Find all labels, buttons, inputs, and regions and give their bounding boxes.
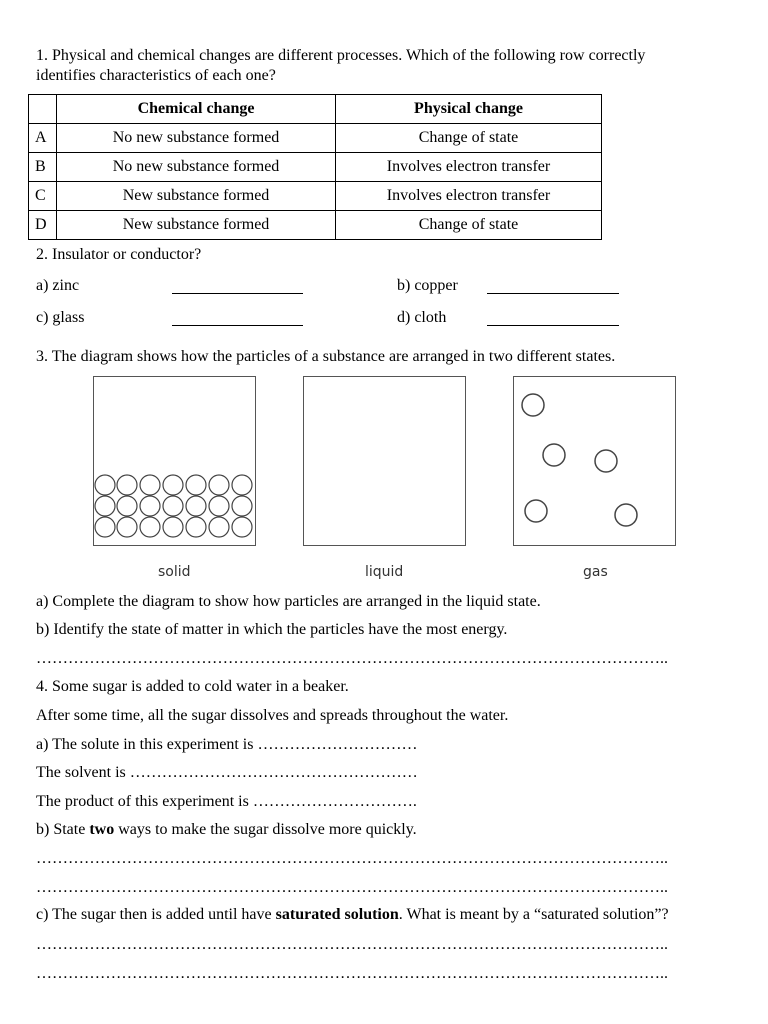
q2-item-glass: c) glass	[36, 309, 85, 326]
q2-answer-blank-cloth[interactable]	[487, 325, 619, 326]
q2-answer-blank-glass[interactable]	[172, 325, 303, 326]
q2-item-cloth: d) cloth	[397, 309, 447, 326]
row-letter: C	[29, 182, 57, 211]
table-row	[29, 211, 602, 240]
q4-intro-2: After some time, all the sugar dissolves and spreads throughout the water.	[36, 707, 509, 724]
q1-table	[28, 94, 602, 240]
row-chemical: No new substance formed	[57, 124, 336, 153]
row-letter: D	[29, 211, 57, 240]
q4-part-b-post: ways to make the sugar dissolve more quickly.	[114, 821, 417, 838]
q4-solvent[interactable]: The solvent is ………………………………………………	[36, 764, 418, 781]
table-row	[29, 182, 602, 211]
q2-item-zinc: a) zinc	[36, 277, 80, 294]
row-chemical: New substance formed	[57, 182, 336, 211]
row-letter: B	[29, 153, 57, 182]
row-physical: Involves electron transfer	[336, 153, 602, 182]
q2-answer-blank-zinc[interactable]	[172, 293, 303, 294]
q4-part-b-bold: two	[89, 821, 115, 838]
q4-b-answer-line-2[interactable]: ………………………………………………………………………………………………………..	[36, 879, 668, 896]
q4-product[interactable]: The product of this experiment is ………………………….	[36, 793, 417, 810]
q4-part-b	[36, 820, 417, 840]
q1-text-line1: 1. Physical and chemical changes are different processes. Which of the following row correctly	[36, 47, 646, 64]
table-header-chemical: Chemical change	[57, 95, 336, 124]
liquid-box[interactable]	[303, 376, 466, 546]
q1-text-line2: identifies characteristics of each one?	[36, 67, 276, 84]
q4-part-c-bold: saturated solution	[275, 906, 399, 923]
q3-part-b: b) Identify the state of matter in which the particles have the most energy.	[36, 621, 508, 638]
row-letter: A	[29, 124, 57, 153]
gas-box	[513, 376, 676, 546]
q3-part-a: a) Complete the diagram to show how particles are arranged in the liquid state.	[36, 593, 541, 610]
q3-answer-line[interactable]: ………………………………………………………………………………………………………..	[36, 650, 668, 667]
row-physical: Involves electron transfer	[336, 182, 602, 211]
table-row	[29, 153, 602, 182]
q4-b-answer-line-1[interactable]: ………………………………………………………………………………………………………..	[36, 850, 668, 867]
caption-gas: gas	[583, 564, 608, 580]
q4-c-answer-line-2[interactable]: ………………………………………………………………………………………………………..	[36, 965, 668, 982]
row-physical: Change of state	[336, 124, 602, 153]
row-chemical: New substance formed	[57, 211, 336, 240]
row-physical: Change of state	[336, 211, 602, 240]
gas-particles	[514, 377, 674, 544]
solid-box	[93, 376, 256, 546]
q4-part-c	[36, 905, 669, 925]
row-chemical: No new substance formed	[57, 153, 336, 182]
q4-c-answer-line-1[interactable]: ………………………………………………………………………………………………………..	[36, 936, 668, 953]
caption-liquid: liquid	[365, 564, 404, 580]
table-row	[29, 124, 602, 153]
q2-title: 2. Insulator or conductor?	[36, 246, 202, 263]
q4-intro-1: 4. Some sugar is added to cold water in a beaker.	[36, 678, 349, 695]
solid-particles	[94, 377, 254, 544]
q2-answer-blank-copper[interactable]	[487, 293, 619, 294]
table-header-blank	[29, 95, 57, 124]
q4-part-c-pre: c) The sugar then is added until have	[36, 906, 276, 923]
table-header-row	[29, 95, 602, 124]
q2-item-copper: b) copper	[397, 277, 458, 294]
q3-intro: 3. The diagram shows how the particles of a substance are arranged in two different states.	[36, 348, 616, 365]
q4-solute[interactable]: a) The solute in this experiment is …………………………	[36, 736, 418, 753]
table-header-physical: Physical change	[336, 95, 602, 124]
q4-part-c-post: . What is meant by a “saturated solution”?	[398, 906, 669, 923]
caption-solid: solid	[158, 564, 191, 580]
q4-part-b-pre: b) State	[36, 821, 90, 838]
